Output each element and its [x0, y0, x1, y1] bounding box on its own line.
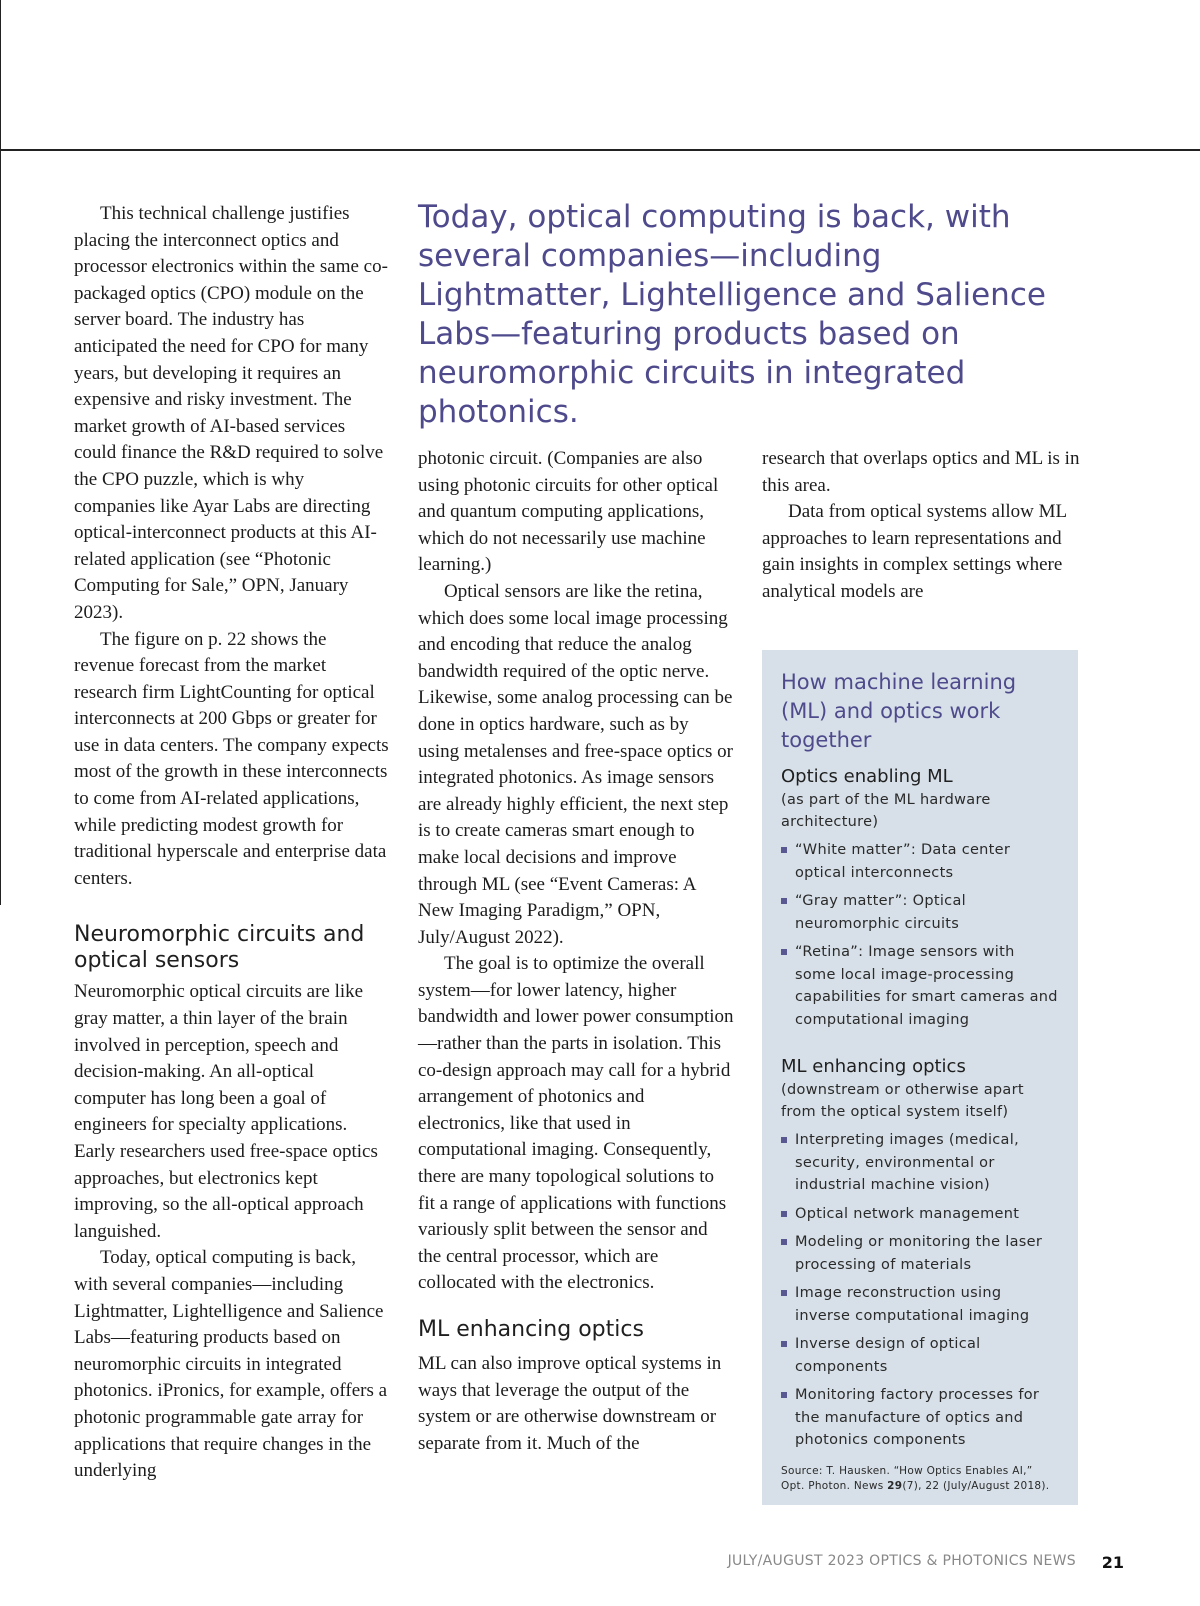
bullet-icon	[781, 949, 787, 955]
sidebar-section-subheading: (downstream or otherwise apart from the optical system itself)	[781, 1082, 1024, 1120]
list-item-text: Image reconstruction using inverse computational imaging	[795, 1285, 1030, 1324]
footer-issue: JULY/AUGUST 2023 OPTICS & PHOTONICS NEWS	[727, 1553, 1076, 1569]
section-heading: Neuromorphic circuits and optical sensors	[74, 922, 365, 974]
section-heading: ML enhancing optics	[418, 1317, 644, 1342]
list-item	[781, 1203, 1059, 1226]
margin-rule	[0, 0, 1, 905]
bullet-icon	[781, 1341, 787, 1347]
list-item-text: Interpreting images (medical, security, environmental or industrial machine vision)	[795, 1132, 1019, 1193]
list-item-text: “White matter”: Data center optical interconnects	[795, 842, 1011, 881]
sidebar-box	[762, 650, 1078, 1505]
bullet-icon	[781, 1290, 787, 1296]
list-item	[781, 1231, 1059, 1276]
paragraph: The goal is to optimize the overall system—for lower latency, higher bandwidth and lower power consumption—rather than the parts in isolation. This co-design approach may call for a hybrid arrangement of photonics and electronics, like that used in computational imaging. Consequently, there are many topological solutions to fit a range of applications with functions variously split between the sensor and the central processor, which are collocated with the electronics.	[418, 953, 734, 1294]
list-item	[781, 1282, 1059, 1327]
list-item	[781, 1333, 1059, 1378]
list-item-text: Optical network management	[795, 1205, 1020, 1222]
list-item-text: Modeling or monitoring the laser processing of materials	[795, 1234, 1043, 1273]
paragraph: research that overlaps optics and ML is in this area.	[762, 448, 1080, 496]
sidebar-list	[781, 1129, 1059, 1452]
sidebar-section-heading: Optics enabling ML	[781, 766, 953, 787]
sidebar-section-heading: ML enhancing optics	[781, 1056, 966, 1077]
list-item-text: “Retina”: Image sensors with some local image-processing capabilities for smart cameras and computational imaging	[795, 944, 1058, 1028]
paragraph: photonic circuit. (Companies are also using photonic circuits for other optical and quantum computing applications, which do not necessarily use machine learning.)	[418, 448, 719, 576]
list-item-text: Monitoring factory processes for the manufacture of optics and photonics components	[795, 1387, 1040, 1448]
source-text-end: (7), 22 (July/August 2018).	[902, 1479, 1050, 1492]
source-volume: 29	[887, 1479, 903, 1492]
list-item	[781, 1384, 1059, 1452]
paragraph: Data from optical systems allow ML approaches to learn representations and gain insights in complex settings where analytical models are	[762, 501, 1067, 602]
paragraph: ML can also improve optical systems in ways that leverage the output of the system or are otherwise downstream or separate from it. Much of the	[418, 1353, 722, 1454]
bullet-icon	[781, 1392, 787, 1398]
paragraph: The figure on p. 22 shows the revenue forecast from the market research firm LightCounting for optical interconnects at 200 Gbps or greater for use in data centers. The company expects most of the growth in these interconnects to come from AI-related applications, while predicting modest growth for traditional hyperscale and enterprise data centers.	[74, 628, 389, 889]
bullet-icon	[781, 1239, 787, 1245]
column-3	[762, 446, 1080, 606]
sidebar-source	[781, 1464, 1059, 1494]
bullet-icon	[781, 898, 787, 904]
list-item	[781, 839, 1059, 884]
pull-quote: Today, optical computing is back, with several companies—including Lightmatter, Lightelligence and Salience Labs—featuring products based on neuromorphic circuits in integrated photonics.	[418, 199, 1046, 430]
list-item	[781, 941, 1059, 1031]
bullet-icon	[781, 1137, 787, 1143]
column-2	[418, 446, 734, 1457]
paragraph: Today, optical computing is back, with several companies—including Lightmatter, Lightelligence and Salience Labs—featuring products based on neuromorphic circuits in integrated photonics. iPronics, for example, offers a photonic programmable gate array for applications that require changes in the underlying	[74, 1247, 388, 1482]
list-item	[781, 890, 1059, 935]
sidebar-section-subheading: (as part of the ML hardware architecture)	[781, 792, 991, 830]
paragraph: Neuromorphic optical circuits are like gray matter, a thin layer of the brain involved in perception, speech and decision-making. An all-optical computer has long been a goal of engineers for specialty applications. Early researchers used free-space optics approaches, but electronics kept improving, so the all-optical approach languished.	[74, 981, 378, 1242]
header-rule	[0, 149, 1200, 151]
bullet-icon	[781, 1211, 787, 1217]
paragraph: Optical sensors are like the retina, which does some local image processing and encoding that reduce the analog bandwidth required of the optic nerve. Likewise, some analog processing can be done in optics hardware, such as by using metalenses and free-space optics or integrated photonics. As image sensors are already highly efficient, the next step is to create cameras smart enough to make local decisions and improve through ML (see “Event Cameras: A New Imaging Paradigm,” OPN, July/August 2022).	[418, 580, 733, 948]
paragraph: This technical challenge justifies placing the interconnect optics and processor electronics within the same co-packaged optics (CPO) module on the server board. The industry has anticipated the need for CPO for many years, but developing it requires an expensive and risky investment. The market growth of AI-based services could finance the R&D required to solve the CPO puzzle, which is why companies like Ayar Labs are directing optical-interconnect products at this AI-related application (see “Photonic Computing for Sale,” OPN, January 2023).	[74, 203, 388, 623]
list-item-text: Inverse design of optical components	[795, 1336, 981, 1375]
page-number: 21	[1101, 1553, 1124, 1572]
bullet-icon	[781, 847, 787, 853]
source-text: Source: T. Hausken. “How Optics Enables AI,” Opt. Photon. News	[781, 1464, 1033, 1492]
column-1	[74, 201, 390, 1485]
list-item	[781, 1129, 1059, 1197]
sidebar-title: How machine learning (ML) and optics work together	[781, 670, 1017, 752]
list-item-text: “Gray matter”: Optical neuromorphic circuits	[795, 893, 966, 932]
sidebar-list	[781, 839, 1059, 1031]
